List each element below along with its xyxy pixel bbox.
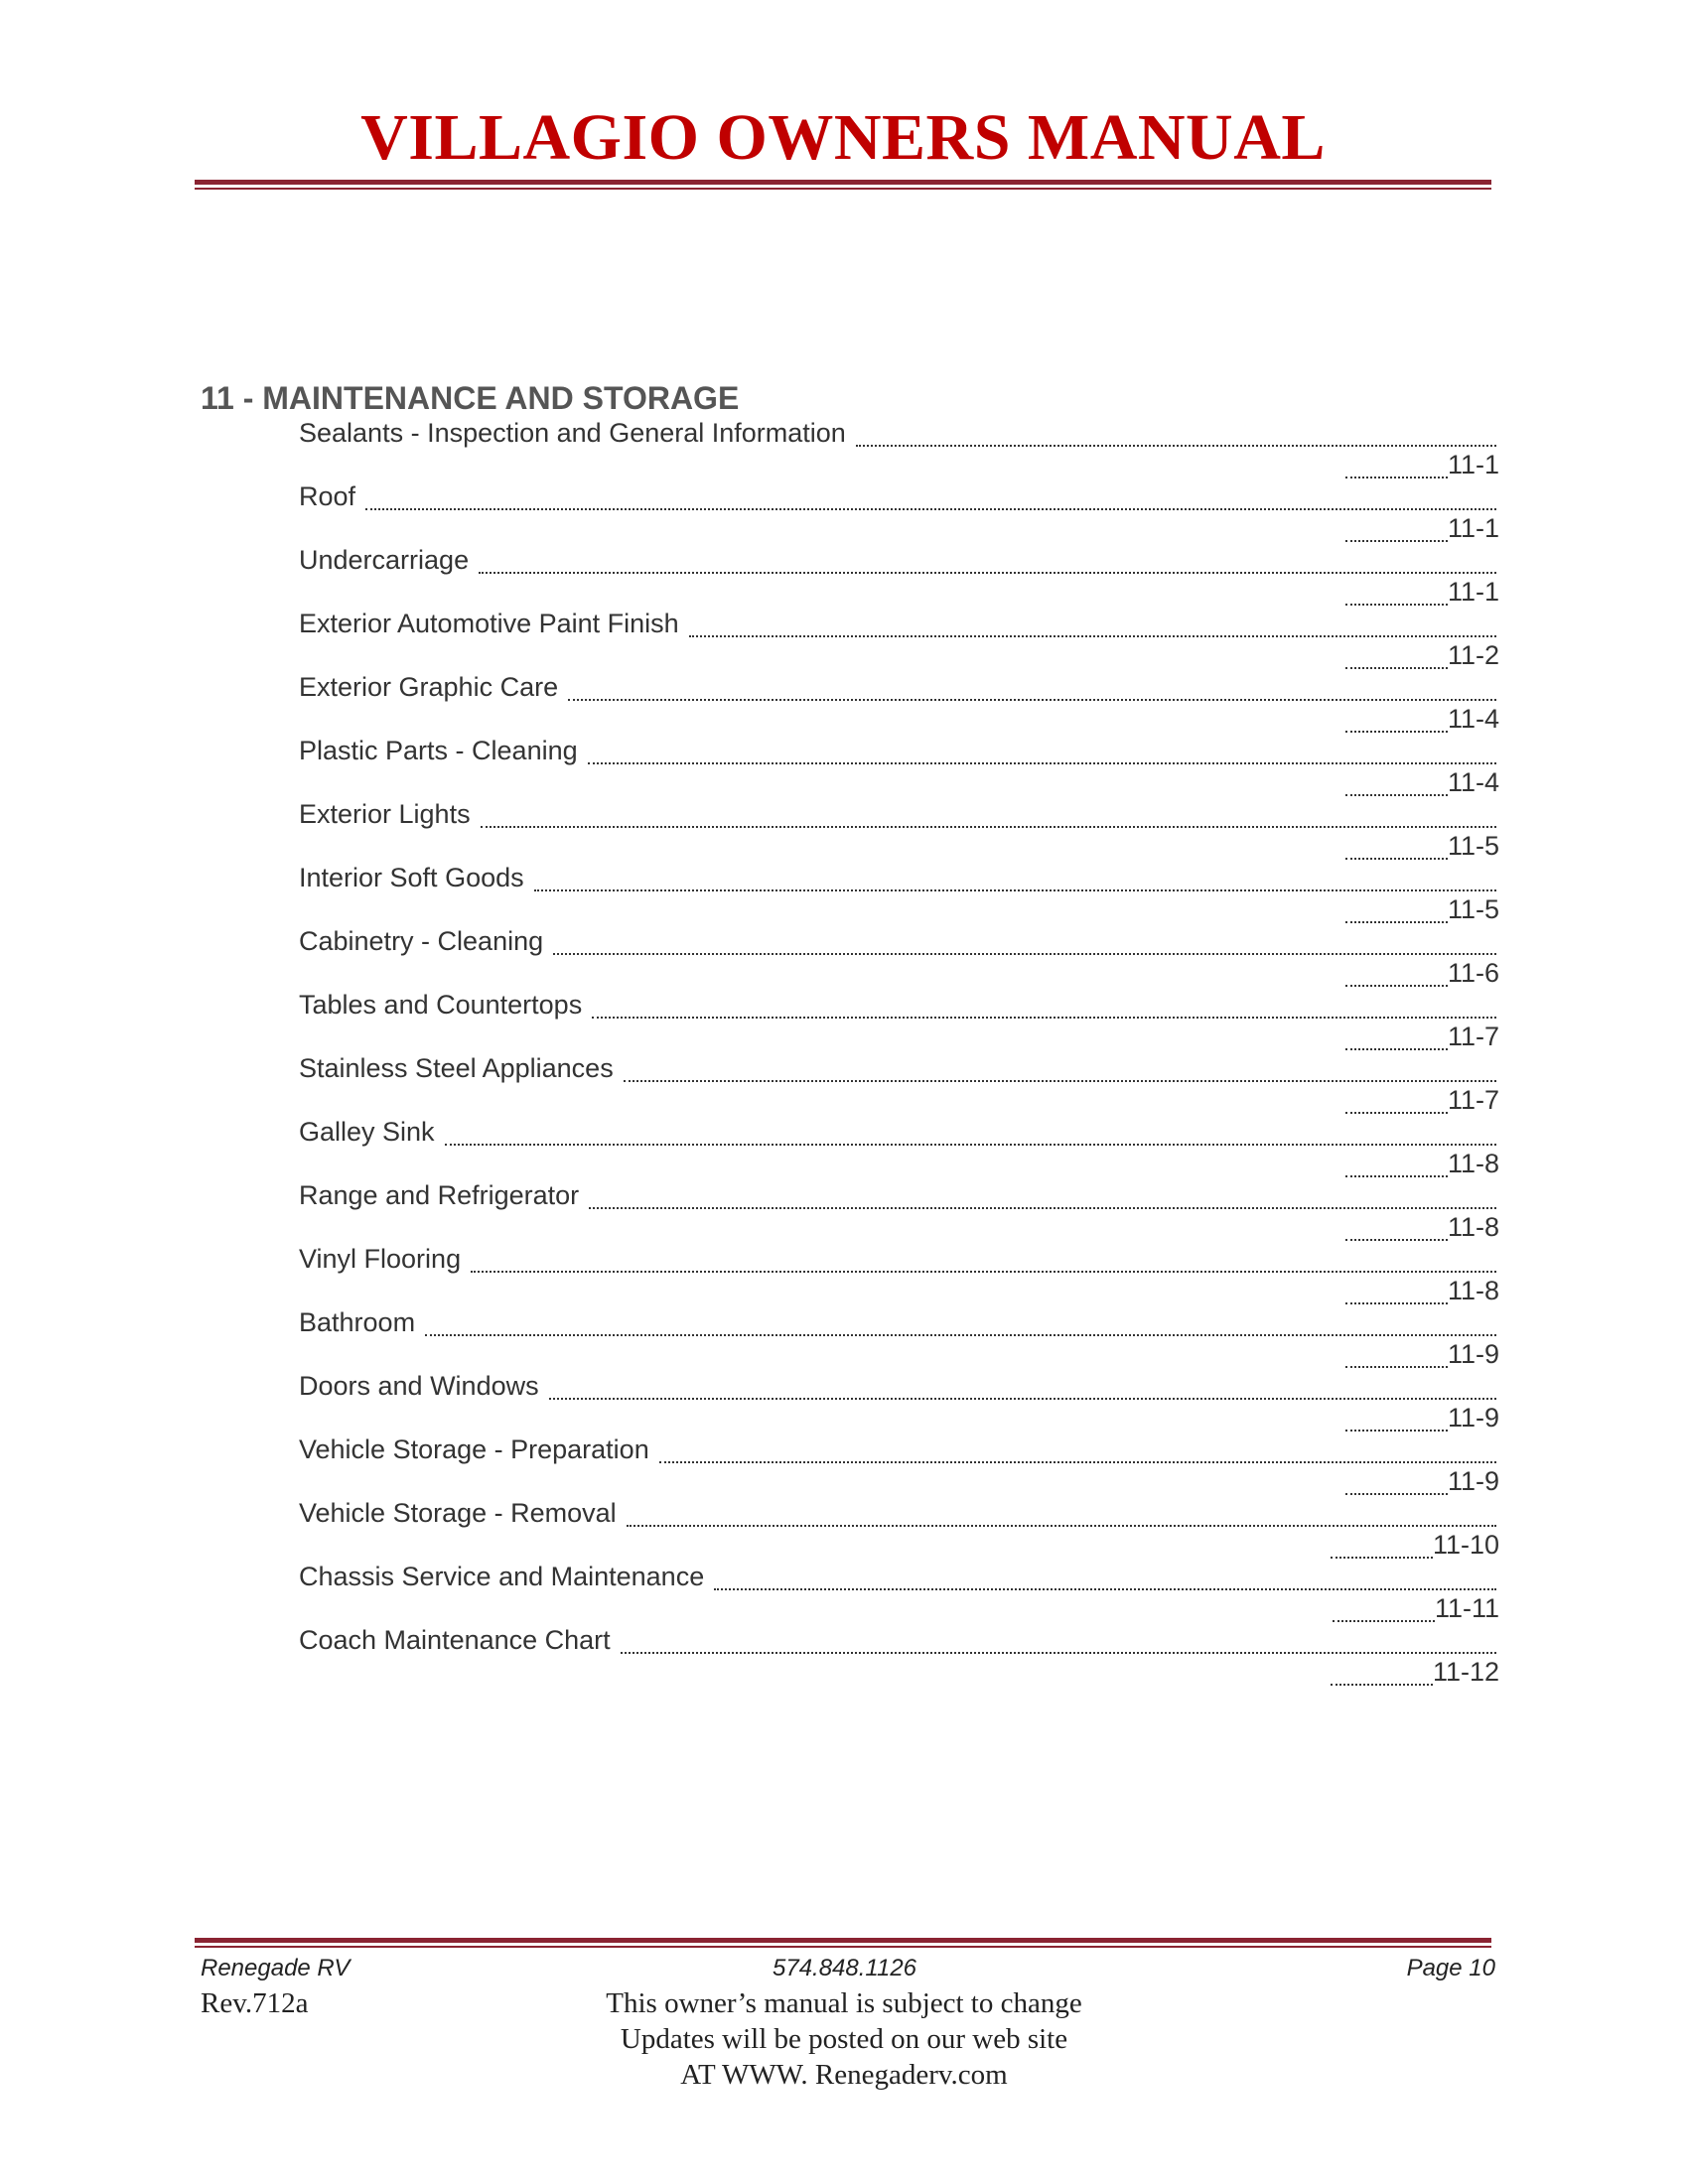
toc-entry-page: 11-11 — [1434, 1593, 1499, 1623]
dot-leader — [856, 444, 1496, 447]
toc-entry-page-line — [1345, 703, 1499, 735]
dot-leader — [659, 1460, 1496, 1463]
toc-entry — [0, 989, 1688, 1052]
toc-entry-page: 11-12 — [1432, 1657, 1499, 1687]
toc-entry-title: Interior Soft Goods — [299, 863, 524, 892]
toc-entry-page: 11-4 — [1447, 704, 1499, 734]
toc-entry-title-line — [299, 1433, 1496, 1465]
dot-leader — [1345, 603, 1448, 606]
dot-leader — [1345, 730, 1448, 733]
dot-leader — [1345, 793, 1448, 796]
toc-entry-page: 11-4 — [1447, 767, 1499, 797]
dot-leader — [1345, 1301, 1448, 1304]
dot-leader — [627, 1524, 1496, 1527]
dot-leader — [1345, 1047, 1448, 1050]
toc-entry-page: 11-9 — [1447, 1339, 1499, 1369]
toc-entry-title-line — [299, 1624, 1496, 1656]
toc-entry — [0, 1052, 1688, 1116]
dot-leader — [471, 1270, 1496, 1273]
toc-entry-page-line — [1345, 1465, 1499, 1497]
toc-entry-title: Undercarriage — [299, 545, 470, 575]
toc-entry — [0, 671, 1688, 735]
toc-entry-title: Exterior Automotive Paint Finish — [299, 609, 679, 638]
toc-entry — [0, 480, 1688, 544]
dot-leader — [1345, 1492, 1448, 1495]
toc-entry-title-line — [299, 1179, 1496, 1211]
dot-leader — [425, 1333, 1496, 1336]
toc-entry-page: 11-2 — [1447, 640, 1499, 670]
toc-entry-page: 11-7 — [1447, 1085, 1499, 1115]
toc-entry — [0, 1306, 1688, 1370]
toc-entry-page: 11-1 — [1447, 577, 1499, 607]
notice-line: Updates will be posted on our web site — [620, 2023, 1068, 2055]
toc-entry-title: Cabinetry - Cleaning — [299, 926, 544, 956]
dot-leader — [365, 507, 1496, 510]
toc-entry-page-line — [1345, 1402, 1499, 1433]
toc-entry-title-line — [299, 925, 1496, 957]
toc-entry — [0, 798, 1688, 862]
toc-entry-page-line — [1345, 893, 1499, 925]
dot-leader — [589, 1206, 1496, 1209]
dot-leader — [445, 1143, 1496, 1146]
toc-entry — [0, 1179, 1688, 1243]
toc-entry-title: Galley Sink — [299, 1117, 435, 1147]
dot-leader — [1345, 1111, 1448, 1114]
toc-entry-title: Bathroom — [299, 1307, 416, 1337]
toc-entry-title-line — [299, 1116, 1496, 1148]
dot-leader — [621, 1651, 1496, 1654]
toc-entry-title: Exterior Graphic Care — [299, 672, 559, 702]
toc-entry — [0, 544, 1688, 608]
toc-entry — [0, 1370, 1688, 1433]
dot-leader — [1345, 1238, 1448, 1241]
toc-entry-page: 11-9 — [1447, 1466, 1499, 1496]
toc-entry-title-line — [299, 480, 1496, 512]
dot-leader — [481, 825, 1496, 828]
dot-leader — [1345, 920, 1448, 923]
toc-entry — [0, 608, 1688, 671]
dot-leader — [689, 634, 1496, 637]
toc-entry-page: 11-10 — [1432, 1530, 1499, 1560]
toc-entry-title-line — [299, 1243, 1496, 1275]
toc-entry-title: Exterior Lights — [299, 799, 471, 829]
toc-entry-page: 11-5 — [1447, 831, 1499, 861]
dot-leader — [1345, 1365, 1448, 1368]
toc-entry-title-line — [299, 862, 1496, 893]
dot-leader — [714, 1587, 1496, 1590]
dot-leader — [553, 952, 1496, 955]
dot-leader — [1345, 984, 1448, 987]
dot-leader — [1345, 666, 1448, 669]
footer-revision: Rev.712a — [201, 1987, 309, 2019]
footer-page-number: Page 10 — [1406, 1955, 1495, 1981]
toc-entry-page-line — [1345, 1148, 1499, 1179]
toc-entry-page: 11-5 — [1447, 894, 1499, 924]
dot-leader — [1345, 539, 1448, 542]
toc-entry-page-line — [1345, 449, 1499, 480]
dot-leader — [1331, 1683, 1433, 1686]
toc-entry-title-line — [299, 735, 1496, 766]
toc-entry-page-line — [1345, 1021, 1499, 1052]
footer-phone: 574.848.1126 — [773, 1955, 917, 1981]
toc-entry-page: 11-8 — [1447, 1149, 1499, 1178]
dot-leader — [479, 571, 1496, 574]
toc-entry-title-line — [299, 671, 1496, 703]
toc-entry — [0, 1497, 1688, 1561]
dot-leader — [592, 1016, 1496, 1019]
toc-entry-title-line — [299, 1306, 1496, 1338]
header-rule — [195, 180, 1491, 190]
toc-entry-title-line — [299, 989, 1496, 1021]
toc-entry-title: Vinyl Flooring — [299, 1244, 462, 1274]
toc-entry-page-line — [1345, 1338, 1499, 1370]
toc-entry-title-line — [299, 1497, 1496, 1529]
toc-entry — [0, 1624, 1688, 1688]
toc-entry-page: 11-9 — [1447, 1403, 1499, 1433]
toc-entry-title: Range and Refrigerator — [299, 1180, 580, 1210]
toc-entry-page-line — [1345, 957, 1499, 989]
toc-entry — [0, 1116, 1688, 1179]
toc-entry — [0, 925, 1688, 989]
toc-entry-title: Sealants - Inspection and General Information — [299, 418, 846, 448]
toc-entry-page-line — [1345, 1211, 1499, 1243]
toc-entry-title-line — [299, 1561, 1496, 1592]
toc-entry-page-line — [1345, 576, 1499, 608]
toc-entry — [0, 417, 1688, 480]
dot-leader — [1345, 476, 1448, 478]
toc-entry-title: Vehicle Storage - Preparation — [299, 1434, 649, 1464]
toc-entry-page-line — [1333, 1592, 1499, 1624]
toc-entry-page: 11-6 — [1447, 958, 1499, 988]
toc-entry-page-line — [1331, 1656, 1499, 1688]
dot-leader — [568, 698, 1496, 701]
toc-entry-title-line — [299, 417, 1496, 449]
toc-entry-title: Doors and Windows — [299, 1371, 539, 1401]
toc-entry-title: Roof — [299, 481, 356, 511]
toc-entry — [0, 862, 1688, 925]
toc-entry-title-line — [299, 608, 1496, 639]
footer-company: Renegade RV — [201, 1955, 351, 1981]
toc-entry-page: 11-1 — [1447, 513, 1499, 543]
toc-entry-title: Plastic Parts - Cleaning — [299, 736, 578, 765]
toc-entry-title: Stainless Steel Appliances — [299, 1053, 614, 1083]
dot-leader — [1345, 1429, 1448, 1432]
toc-entry-page-line — [1345, 512, 1499, 544]
toc-entry — [0, 735, 1688, 798]
footer-rule — [195, 1938, 1491, 1948]
toc-entry-page-line — [1331, 1529, 1499, 1561]
toc-entry-page-line — [1345, 830, 1499, 862]
toc-entry-page-line — [1345, 639, 1499, 671]
toc-entry — [0, 1243, 1688, 1306]
toc-entry — [0, 1433, 1688, 1497]
toc-entry-page-line — [1345, 766, 1499, 798]
toc-entry-title-line — [299, 1370, 1496, 1402]
dot-leader — [1331, 1556, 1433, 1559]
manual-title: VILLAGIO OWNERS MANUAL — [360, 101, 1326, 174]
toc-entry-page: 11-7 — [1447, 1022, 1499, 1051]
footer-notice — [556, 1985, 1132, 2093]
dot-leader — [1345, 1174, 1448, 1177]
toc-entry-title: Chassis Service and Maintenance — [299, 1562, 705, 1591]
section-heading: 11 - MAINTENANCE AND STORAGE — [201, 380, 740, 416]
dot-leader — [1345, 857, 1448, 860]
notice-line: AT WWW. Renegaderv.com — [680, 2059, 1008, 2091]
toc-entry-page: 11-8 — [1447, 1276, 1499, 1305]
toc-entry-page-line — [1345, 1275, 1499, 1306]
toc-entry-title: Vehicle Storage - Removal — [299, 1498, 617, 1528]
toc-entry-title-line — [299, 1052, 1496, 1084]
dot-leader — [1333, 1619, 1435, 1622]
toc-entry-title-line — [299, 544, 1496, 576]
notice-line: This owner’s manual is subject to change — [606, 1987, 1082, 2019]
toc-entry — [0, 1561, 1688, 1624]
dot-leader — [549, 1397, 1496, 1400]
toc-entry-title: Tables and Countertops — [299, 990, 583, 1020]
toc-entry-title-line — [299, 798, 1496, 830]
toc-entry-page: 11-8 — [1447, 1212, 1499, 1242]
dot-leader — [588, 761, 1496, 764]
dot-leader — [624, 1079, 1496, 1082]
dot-leader — [534, 888, 1496, 891]
toc-entry-page: 11-1 — [1447, 450, 1499, 479]
toc-entry-page-line — [1345, 1084, 1499, 1116]
toc-entry-title: Coach Maintenance Chart — [299, 1625, 611, 1655]
